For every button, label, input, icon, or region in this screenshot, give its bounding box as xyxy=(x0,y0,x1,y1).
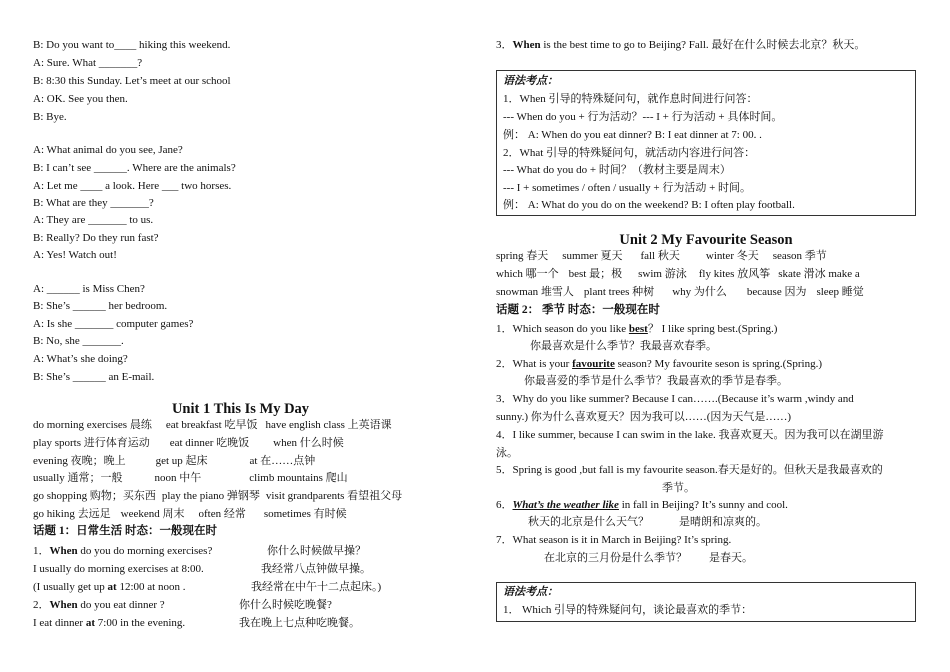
dialogue-line: A: Sure. What _______? xyxy=(33,57,143,69)
question-line: sunny.) 你为什么喜欢夏天？因为我可以……(因为天气是……) xyxy=(496,411,792,423)
translation-line: 在北京的三月份是什么季节？ 是春天。 xyxy=(544,552,753,564)
dialogue-line: B: Do you want to____ hiking this weekend. xyxy=(33,39,231,51)
vocab-item: visit grandparents 看望祖父母 xyxy=(265,490,403,502)
grammar-box xyxy=(496,582,916,622)
dialogue-line: A: What’s she doing? xyxy=(33,353,128,365)
grammar-line: 1． Which 引导的特殊疑问句，谈论最喜欢的季节： xyxy=(503,604,753,616)
vocab-item: eat dinner 吃晚饭 xyxy=(169,437,250,449)
vocab-row: spring 春天 summer 夏天 fall 秋天 winter 冬天 season 季节 xyxy=(496,250,827,262)
grammar-line: 1．When 引导的特殊疑问句，就作息时间进行问答： xyxy=(503,93,758,105)
vocab-row xyxy=(33,471,348,485)
vocab-item: evening 夜晚；晚上 xyxy=(33,455,126,467)
grammar-line: --- What do you do + 时间？（教材主要是周末） xyxy=(503,164,731,176)
vocab-item: usually 通常；一般 xyxy=(33,472,123,484)
dialogue-line: A: Let me ____ a look. Here ___ two horses. xyxy=(33,180,232,192)
question-line: 泳。 xyxy=(496,447,518,459)
question-line: 1．Which season do you like best？ I like spring best.(Spring.) xyxy=(496,323,778,335)
unit1-title: Unit 1 This Is My Day xyxy=(171,401,310,417)
question-line: 6．What’s the weather like in fall in Beijing? It’s sunny and cool. xyxy=(496,499,788,511)
grammar-line: --- When do you + 行为活动？--- I + 行为活动 + 具体时间。 xyxy=(503,111,783,123)
vocab-row xyxy=(33,489,402,503)
vocab-item: at 在……点钟 xyxy=(249,455,316,467)
dialogue-line: A: OK. See you then. xyxy=(33,93,128,105)
topic-line: (I usually get up at 12:00 at noon . 我经常在中午十二点起床。) xyxy=(33,581,382,593)
question-line: 3．Why do you like summer? Because I can…….(Because it’s warm ,windy and xyxy=(496,393,854,405)
vocab-item: have english class 上英语课 xyxy=(265,419,392,431)
topic-line: 2．When do you eat dinner ? 你什么时候吃晚餐? xyxy=(33,599,332,611)
grammar-line: --- I + sometimes / often / usually + 行为活动 + 时间。 xyxy=(503,182,752,194)
vocab-row: which 哪一个 best 最；极 swim 游泳 fly kites 放风筝 skate 滑冰 make a xyxy=(496,268,860,280)
grammar-line: 2．What 引导的特殊疑问句，就活动内容进行问答： xyxy=(503,147,756,159)
question-line: 4．I like summer, because I can swim in the lake. 我喜欢夏天。因为我可以在湖里游 xyxy=(496,429,884,441)
grammar-box-title: 语法考点： xyxy=(503,75,558,87)
translation-line: 你最喜爱的季节是什么季节？我最喜欢的季节是春季。 xyxy=(524,375,788,387)
dialogue-line: B: She’s ______ her bedroom. xyxy=(33,300,168,312)
question-line: 季节。 xyxy=(662,482,695,494)
question-line: 3．When is the best time to go to Beijing? Fall. 最好在什么时候去北京？秋天。 xyxy=(496,39,866,51)
vocab-row xyxy=(33,454,315,468)
vocab-item: go shopping 购物；买东西 xyxy=(33,490,156,502)
dialogue-line: B: 8:30 this Sunday. Let’s meet at our school xyxy=(33,75,231,87)
topic1-header: 话题 1：日常生活 时态：一般现在时 xyxy=(33,525,217,537)
vocab-item: weekend 周末 xyxy=(120,508,185,520)
vocab-item: when 什么时候 xyxy=(273,437,344,449)
translation-line: 你最喜欢是什么季节？我最喜欢春季。 xyxy=(530,340,717,352)
grammar-box-title: 语法考点： xyxy=(503,586,558,598)
dialogue-line: A: They are _______ to us. xyxy=(33,214,154,226)
vocab-item: get up 起床 xyxy=(155,455,208,467)
dialogue-line: A: What animal do you see, Jane? xyxy=(33,144,183,156)
topic-line: I usually do morning exercises at 8:00. 我经常八点钟做早操。 xyxy=(33,563,371,575)
vocab-item: noon 中午 xyxy=(154,472,202,484)
vocab-row: snowman 堆雪人 plant trees 种树 why 为什么 because 因为 sleep 睡觉 xyxy=(496,286,864,298)
question-line: 5．Spring is good ,but fall is my favourite season.春天是好的。但秋天是我最喜欢的 xyxy=(496,464,883,476)
dialogue-line: B: Bye. xyxy=(33,111,67,123)
vocab-item: climb mountains 爬山 xyxy=(249,472,348,484)
vocab-item: go hiking 去远足 xyxy=(33,508,111,520)
dialogue-line: B: No, she _______. xyxy=(33,335,124,347)
question-line: 7．What season is it in March in Beijing? It’s spring. xyxy=(496,534,732,546)
vocab-item: do morning exercises 晨练 xyxy=(33,419,152,431)
dialogue-line: A: Yes! Watch out! xyxy=(33,249,117,261)
translation-line: 秋天的北京是什么天气？ 是晴朗和凉爽的。 xyxy=(528,516,767,528)
vocab-item: play the piano 弹钢琴 xyxy=(161,490,260,502)
topic-line: I eat dinner at 7:00 in the evening. 我在晚上七点种吃晚餐。 xyxy=(33,617,360,629)
dialogue-line: A: Is she _______ computer games? xyxy=(33,318,194,330)
vocab-item: sometimes 有时候 xyxy=(263,508,347,520)
vocab-item: play sports 进行体育运动 xyxy=(33,437,150,449)
topic2-header: 话题 2： 季节 时态：一般现在时 xyxy=(496,304,660,316)
vocab-row xyxy=(33,507,347,521)
unit2-title: Unit 2 My Favourite Season xyxy=(619,232,793,248)
dialogue-line: B: What are they _______? xyxy=(33,197,154,209)
dialogue-line: B: Really? Do they run fast? xyxy=(33,232,159,244)
dialogue-line: A: ______ is Miss Chen? xyxy=(33,283,145,295)
grammar-line: 例： A: What do you do on the weekend? B: I often play football. xyxy=(503,199,795,211)
vocab-row xyxy=(33,418,392,432)
vocab-item: eat breakfast 吃早饭 xyxy=(165,419,258,431)
topic-line: 1．When do you do morning exercises? 你什么时候做早操？ xyxy=(33,545,366,557)
grammar-line: 例： A: When do you eat dinner? B: I eat dinner at 7: 00. . xyxy=(503,129,762,141)
vocab-item: often 经常 xyxy=(198,508,246,520)
vocab-row xyxy=(33,436,344,450)
grammar-box xyxy=(496,70,916,216)
dialogue-line: B: I can’t see ______. Where are the animals? xyxy=(33,162,236,174)
dialogue-line: B: She’s ______ an E-mail. xyxy=(33,371,155,383)
question-line: 2．What is your favourite season? My favourite seson is spring.(Spring.) xyxy=(496,358,822,370)
